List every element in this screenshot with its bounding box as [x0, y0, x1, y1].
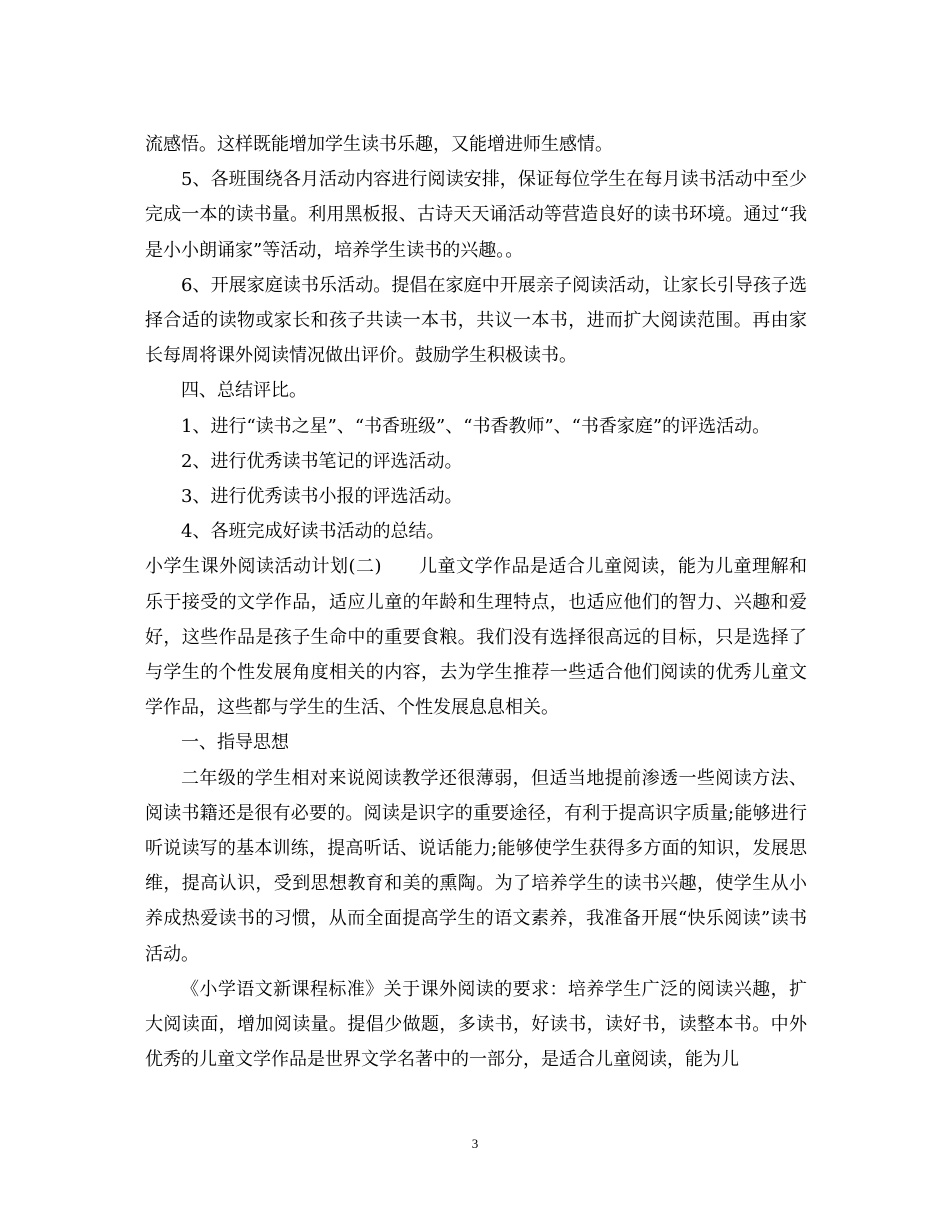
section-heading-summary: 四、总结评比。 — [181, 380, 307, 402]
paragraph-plan-two: 小学生课外阅读活动计划(二) 儿童文学作品是适合儿童阅读，能为儿童理解和乐于接受的文学作品，适应儿童的年龄和生理特点，也适应他们的智力、兴趣和爱好，这些作品是孩子生命中的重要食粮。我们没有选择很高远的目标，只是选择了与学生的个性发展角度相关的内容，去为学生推荐一些适合他们阅读的优秀儿童文学作品，这些都与学生的生活、个性发展息息相关。 — [145, 556, 807, 719]
list-item-4: 4、各班完成好读书活动的总结。 — [181, 521, 445, 543]
paragraph-3: 6、开展家庭读书乐活动。提倡在家庭中开展亲子阅读活动，让家长引导孩子选择合适的读物或家长和孩子共读一本书，共议一本书，进而扩大阅读范围。再由家长每周将课外阅读情况做出评价。鼓励学生积极读书。 — [145, 274, 807, 367]
list-item-3: 3、进行优秀读书小报的评选活动。 — [181, 486, 463, 508]
document-body — [145, 127, 807, 1077]
list-item-2: 2、进行优秀读书笔记的评选活动。 — [181, 450, 463, 472]
paragraph-curriculum-standard: 《小学语文新课程标准》关于课外阅读的要求：培养学生广泛的阅读兴趣，扩大阅读面，增加阅读量。提倡少做题，多读书，好读书，读好书，读整本书。中外优秀的儿童文学作品是世界文学名著中的一部分，是适合儿童阅读，能为儿 — [145, 978, 807, 1071]
page-number: 3 — [471, 1136, 479, 1151]
paragraph-guiding-thought: 二年级的学生相对来说阅读教学还很薄弱，但适当地提前渗透一些阅读方法、阅读书籍还是很有必要的。阅读是识字的重要途径，有利于提高识字质量;能够进行听说读写的基本训练，提高听话、说话能力;能够使学生获得多方面的知识，发展思维，提高认识，受到思想教育和美的熏陶。为了培养学生的读书兴趣，使学生从小养成热爱读书的习惯，从而全面提高学生的语文素养，我准备开展“快乐阅读”读书活动。 — [145, 767, 807, 965]
section-heading-guiding-thought: 一、指导思想 — [181, 732, 289, 754]
list-item-1: 1、进行“读书之星”、“书香班级”、“书香教师”、“书香家庭”的评选活动。 — [181, 415, 771, 437]
paragraph-2: 5、各班围绕各月活动内容进行阅读安排，保证每位学生在每月读书活动中至少完成一本的读书量。利用黑板报、古诗天天诵活动等营造良好的读书环境。通过“我是小小朗诵家”等活动，培养学生读书的兴趣。。 — [145, 169, 807, 261]
paragraph-1: 流感悟。这样既能增加学生读书乐趣，又能增进师生感情。 — [145, 134, 613, 155]
